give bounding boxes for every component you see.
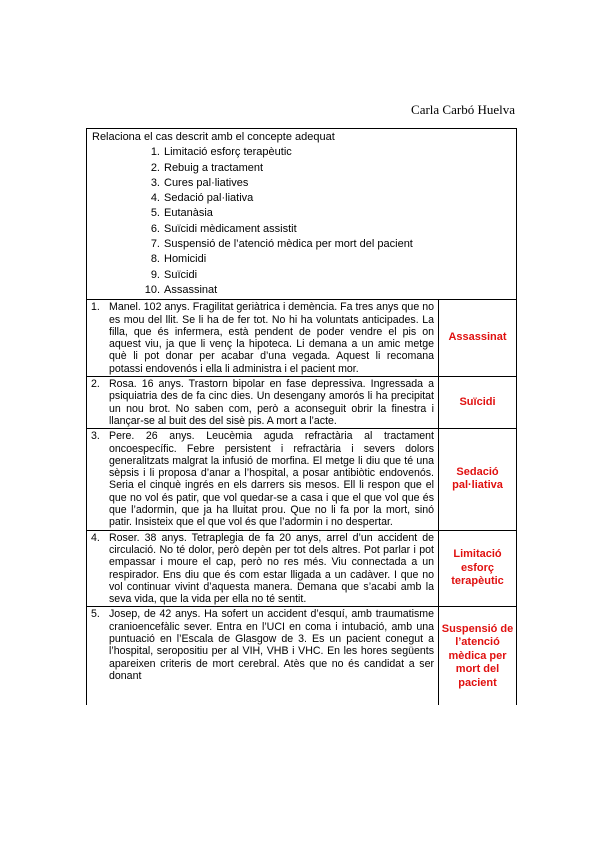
concept-item — [144, 252, 512, 267]
concept-number: 5. — [150, 207, 160, 220]
concept-item — [144, 206, 512, 221]
case-answer: Limitació esforç terapèutic — [439, 530, 517, 607]
case-number: 1. — [91, 301, 100, 314]
case-description — [87, 607, 439, 706]
exercise-table — [86, 128, 517, 705]
concept-label: Homicidi — [164, 253, 207, 266]
case-answer: Assassinat — [439, 300, 517, 377]
concept-number: 8. — [150, 253, 160, 266]
case-text: Manel. 102 anys. Fragilitat geriàtrica i demència. Fa tres anys que no es mou del llit. Se li ha de fer tot. No hi ha voluntats anticipades. La filla, que és infermera, està pendent de poder vendre el pis on aquest viu, ja que li venç la hipoteca. Li demana a un amic metge què li pot donar per acabar d’una vegada. Aquest li recomana potassi endovenós i ella li administra i el pacient mor. — [109, 301, 434, 375]
case-text: Pere. 26 anys. Leucèmia aguda refractària al tractament oncoespecífic. Febre persistent i refractària i severs dolors generalitzats malgrat la infusió de morfina. El metge li diu que té una sèpsis i li proposa d’anar a l’hospital, a posar antibiòtic endovenós. Seria el cinquè ingrés en els darrers sis mesos. Ell li respon que el que no vol és patir, que vol quedar-se a casa i que el que vol que és que l’adormin, que ja ha lluitat prou. Que no li fa por la mort, sinó patir. Insisteix que el que vol és que l’adormin i no despertar. — [109, 430, 434, 529]
concept-number: 2. — [150, 161, 160, 174]
concept-label: Suspensió de l’atenció mèdica per mort del pacient — [164, 238, 413, 251]
concept-number: 3. — [150, 176, 160, 189]
concept-label: Suïcidi — [164, 268, 198, 281]
case-text: Rosa. 16 anys. Trastorn bipolar en fase depressiva. Ingressada a psiquiatria des de fa cinc dies. Un desengany amorós li ha precipitat un nou brot. No saben com, però a aconseguit obrir la finestra i llançar-se al buit des del sisè pis. A mort a l’acte. — [109, 378, 434, 427]
case-text: Roser. 38 anys. Tetraplegia de fa 20 anys, arrel d’un accident de circulació. No té dolor, però depèn per tot dels altres. Pot parlar i pot empassar i moure el cap, però no res més. Viu connectada a un respirador. Ens diu que és com estar lligada a un cadàver. I que no vol continuar vivint d’aquesta manera. Demana que s’acabi amb la seva vida, que la vida per ella no té sentit. — [109, 531, 434, 606]
concept-item — [144, 283, 512, 298]
case-row — [87, 530, 517, 607]
concept-item — [144, 176, 512, 191]
case-description — [87, 377, 439, 429]
case-description — [87, 300, 439, 377]
case-answer: Sedació pal·liativa — [439, 429, 517, 530]
concept-label: Limitació esforç terapèutic — [164, 146, 292, 159]
concept-item — [144, 161, 512, 176]
intro-cell — [87, 129, 517, 300]
concept-item — [144, 222, 512, 237]
case-number: 2. — [91, 378, 100, 391]
concept-label: Cures pal·liatives — [164, 176, 249, 189]
concept-item — [144, 268, 512, 283]
concept-number: 4. — [150, 192, 160, 205]
exercise-instruction: Relaciona el cas descrit amb el concepte adequat — [92, 131, 335, 143]
concept-label: Rebuig a tractament — [164, 161, 264, 174]
case-number: 3. — [91, 430, 100, 443]
case-answer: Suspensió de l’atenció mèdica per mort del pacient — [439, 607, 517, 706]
concept-number: 1. — [150, 146, 160, 159]
case-number: 5. — [91, 608, 100, 621]
case-number: 4. — [91, 531, 100, 544]
case-text: Josep, de 42 anys. Ha sofert un accident d’esquí, amb traumatisme cranioencefàlic sever. Entra en l’UCI en coma i intubació, amb una puntuació en l’Escala de Glasgow de 3. Es un pacient conegut a l’hospital, seropositiu per al VIH, VHB i VHC. En les hores següents apareixen criteris de mort cerebral. Atès que no és candidat a ser donant — [109, 608, 434, 682]
concept-list — [92, 145, 512, 298]
concept-label: Sedació pal·liativa — [164, 192, 254, 205]
case-row — [87, 607, 517, 706]
concept-number: 6. — [150, 222, 160, 235]
concept-number: 10. — [144, 283, 160, 296]
concept-item — [144, 237, 512, 252]
author-name: Carla Carbó Huelva — [411, 102, 515, 117]
concept-number: 9. — [150, 268, 160, 281]
concept-item — [144, 145, 512, 160]
concept-label: Suïcidi mèdicament assistit — [164, 222, 297, 235]
concept-label: Eutanàsia — [164, 207, 213, 220]
case-answer: Suïcidi — [439, 377, 517, 429]
intro-row — [87, 129, 517, 300]
concept-label: Assassinat — [164, 283, 218, 296]
case-description — [87, 530, 439, 607]
case-row — [87, 300, 517, 377]
concept-item — [144, 191, 512, 206]
case-row — [87, 377, 517, 429]
concept-number: 7. — [150, 238, 160, 251]
case-description — [87, 429, 439, 530]
case-row — [87, 429, 517, 530]
